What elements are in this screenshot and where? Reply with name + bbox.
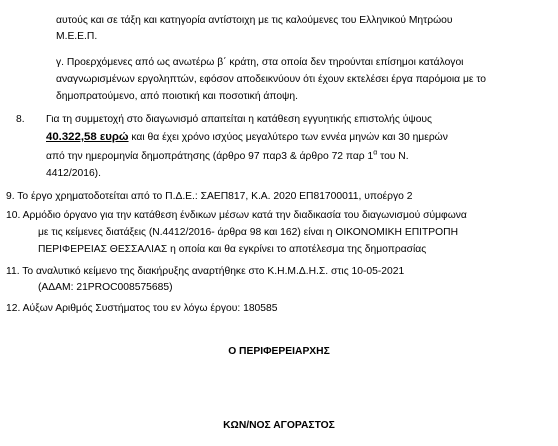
item8-line4: 4412/2016). xyxy=(46,168,101,179)
signatory-name: ΚΩΝ/ΝΟΣ ΑΓΟΡΑΣΤΟΣ xyxy=(223,420,335,431)
item7-g-line3: δημοπρατούμενο, από ποιοτική και ποσοτική άποψη. xyxy=(56,91,298,102)
item8-line3-a: από την ημερομηνία δημοπράτησης (άρθρο 97 παρ3 & άρθρο 72 παρ 1 xyxy=(46,151,374,162)
item10-line1: 10. Αρμόδιο όργανο για την κατάθεση ένδικων μέσων κατά την διαδικασία του διαγωνισμού σύμφωνα xyxy=(6,210,467,221)
item11-line2: (ΑΔΑΜ: 21PROC008575685) xyxy=(38,282,173,293)
item12-line: 12. Αύξων Αριθμός Συστήματος του εν λόγω έργου: 180585 xyxy=(6,303,278,314)
item7-g-line1: γ. Προερχόμενες από ως ανωτέρω β΄ κράτη, στα οποία δεν τηρούνται επίσημοι κατάλογοι xyxy=(56,57,464,68)
item7-line1: αυτούς και σε τάξη και κατηγορία αντίστοιχη με τις καλούμενες του Ελληνικού Μητρώου xyxy=(56,15,453,26)
item8-line2 xyxy=(46,131,448,144)
item8-superscript: α xyxy=(373,149,378,157)
item10-line3: ΠΕΡΙΦΕΡΕΙΑΣ ΘΕΣΣΑΛΙΑΣ η οποία και θα εγκρίνει το αποτέλεσμα της δημοπρασίας xyxy=(38,244,427,255)
item8-line2-rest: και θα έχει χρόνο ισχύος μεγαλύτερο των εννέα μηνών και 30 ημερών xyxy=(128,132,448,143)
item8-number: 8. xyxy=(16,114,25,125)
item8-line1: Για τη συμμετοχή στο διαγωνισμό απαιτείται η κατάθεση εγγυητικής επιστολής ύψους xyxy=(46,114,433,125)
item11-line1: 11. Το αναλυτικό κείμενο της διακήρυξης αναρτήθηκε στο Κ.Η.Μ.Δ.Η.Σ. στις 10-05-2021 xyxy=(6,266,405,277)
signatory-title: Ο ΠΕΡΙΦΕΡΕΙΑΡΧΗΣ xyxy=(228,346,330,357)
item7-g-line2: αναγνωρισμένων εργοληπτών, εφόσον αποδεικνύουν ότι έχουν εκτελέσει έργα παρόμοια με το xyxy=(56,74,486,85)
item10-line2: με τις κείμενες διατάξεις (Ν.4412/2016- άρθρα 98 και 162) είναι η ΟΙΚΟΝΟΜΙΚΗ ΕΠΙΤΡΟΠΗ xyxy=(38,227,459,238)
item8-line3 xyxy=(46,150,409,163)
guarantee-amount: 40.322,58 ευρώ xyxy=(46,131,129,143)
item8-line3-b: του Ν. xyxy=(377,151,409,162)
item7-line2: Μ.Ε.Ε.Π. xyxy=(56,31,98,42)
item9-line: 9. Το έργο χρηματοδοτείται από το Π.Δ.Ε.: ΣΑΕΠ817, Κ.Α. 2020 ΕΠ81700011, υποέργο 2 xyxy=(6,191,413,202)
